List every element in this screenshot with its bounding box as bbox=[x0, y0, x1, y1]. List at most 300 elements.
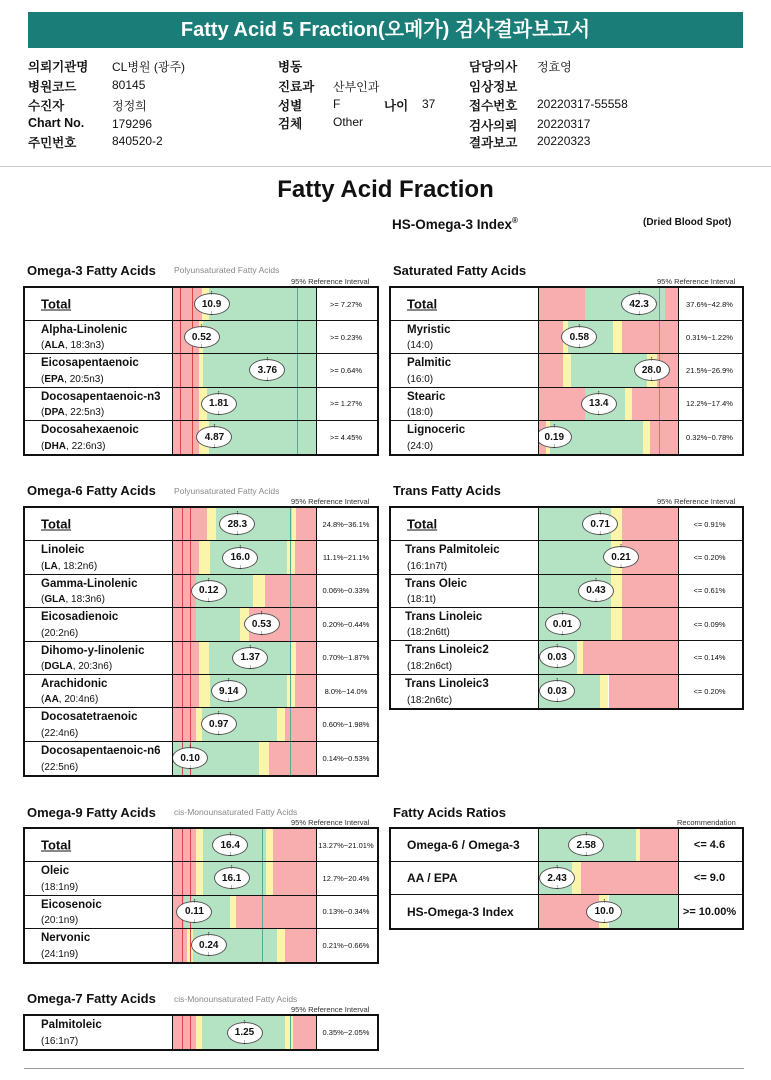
omega6-title: Omega-6 Fatty Acids bbox=[27, 483, 156, 498]
reference-interval: 0.13%~0.34% bbox=[322, 907, 370, 917]
fatty-acid-name: Eicosadienoic bbox=[41, 611, 119, 624]
fatty-acid-name: Eicosapentaenoic bbox=[41, 357, 139, 370]
reference-interval: 0.35%~2.05% bbox=[322, 1028, 370, 1037]
result-value-marker: ↑ 42.3 ↓ bbox=[621, 293, 657, 315]
omega7-subtitle: cis-Monounsaturated Fatty Acids bbox=[174, 994, 298, 1004]
range-band-borderline bbox=[196, 829, 203, 861]
omega6-row bbox=[25, 608, 377, 641]
omega3-row bbox=[25, 354, 377, 387]
trans-result-bar bbox=[539, 508, 679, 540]
range-band-abnormal bbox=[293, 1016, 316, 1049]
trans-row bbox=[391, 675, 742, 708]
range-band-abnormal bbox=[539, 388, 585, 420]
fatty-acid-code: (20:1n9) bbox=[41, 914, 79, 926]
red-guide-line bbox=[190, 508, 191, 540]
ratios-name-cell bbox=[391, 829, 539, 861]
omega6-row bbox=[25, 708, 377, 741]
trans-row bbox=[391, 541, 742, 574]
receipt-label: 접수번호 bbox=[469, 99, 518, 113]
reference-interval: 0.70%~1.87% bbox=[322, 653, 370, 663]
main-title: Fatty Acid Fraction bbox=[277, 176, 494, 203]
omega6-table bbox=[23, 506, 379, 777]
range-band-abnormal bbox=[539, 288, 585, 320]
red-guide-line bbox=[182, 708, 183, 740]
red-guide-line bbox=[192, 388, 193, 420]
fatty-acid-name: Trans Palmitoleic bbox=[405, 544, 500, 557]
omega7-name-cell bbox=[25, 1016, 173, 1049]
fatty-acid-abbr: ALA bbox=[44, 340, 65, 352]
omega9-result-bar bbox=[173, 829, 317, 861]
reference-interval: 0.14%~0.53% bbox=[322, 753, 370, 763]
range-band-borderline bbox=[643, 421, 650, 454]
fatty-acid-name: Dihomo-y-linolenic bbox=[41, 644, 145, 657]
result-value-marker: ↑ 1.25 ↓ bbox=[227, 1022, 263, 1044]
omega3-row bbox=[25, 321, 377, 354]
reference-interval: <= 0.14% bbox=[693, 652, 726, 662]
omega3-row bbox=[25, 421, 377, 454]
clinical-label: 임상정보 bbox=[469, 80, 518, 94]
reference-interval: >= 0.23% bbox=[329, 332, 363, 342]
doctor-label: 담당의사 bbox=[469, 60, 518, 74]
saturated-name-cell bbox=[391, 388, 539, 420]
trans-title: Trans Fatty Acids bbox=[393, 483, 501, 498]
omega9-title: Omega-9 Fatty Acids bbox=[27, 805, 156, 820]
reference-interval: <= 0.09% bbox=[693, 619, 726, 629]
result-value-marker: ↑ 16.0 ↓ bbox=[222, 547, 258, 569]
ratio-name: HS-Omega-3 Index bbox=[407, 904, 514, 919]
ratios-row bbox=[391, 829, 742, 862]
fatty-acid-name: Palmitoleic bbox=[41, 1019, 102, 1031]
reference-interval: >= 0.64% bbox=[329, 365, 363, 375]
omega6-subtitle: Polyunsaturated Fatty Acids bbox=[174, 486, 280, 496]
result-value-marker: ↑ 0.52 ↓ bbox=[184, 326, 220, 348]
fatty-acid-abbr: DGLA bbox=[44, 660, 73, 672]
range-band-abnormal bbox=[622, 608, 678, 640]
red-guide-line bbox=[182, 829, 183, 861]
omega3-result-bar bbox=[173, 388, 317, 420]
fatty-acid-name: Nervonic bbox=[41, 931, 91, 944]
trans-name-cell bbox=[391, 508, 539, 540]
green-guide-line bbox=[297, 354, 298, 386]
saturated-title: Saturated Fatty Acids bbox=[393, 263, 527, 278]
specimen-label: 검체 bbox=[278, 117, 303, 131]
result-value-marker: ↑ 0.58 ↓ bbox=[561, 326, 597, 348]
range-band-borderline bbox=[199, 675, 210, 707]
range-band-borderline bbox=[613, 321, 623, 353]
report-title: Fatty Acid 5 Fraction(오메가) 검사결과보고서 bbox=[180, 19, 591, 41]
saturated-result-bar bbox=[539, 388, 679, 420]
fatty-acid-code: (ALA, 18:3n3) bbox=[41, 340, 105, 352]
result-value-marker: ↑ 0.71 ↓ bbox=[582, 513, 618, 535]
omega9-row bbox=[25, 929, 377, 962]
red-guide-line bbox=[180, 421, 181, 454]
fatty-acid-code: (18:0) bbox=[407, 406, 434, 418]
result-value-marker: ↑ 2.43 ↓ bbox=[539, 867, 575, 889]
ratio-name: AA / EPA bbox=[407, 871, 458, 885]
dept-value: 산부인과 bbox=[333, 80, 380, 94]
range-band-abnormal bbox=[622, 575, 678, 607]
range-band-abnormal bbox=[296, 508, 316, 540]
result-value-marker: ↑ 0.53 ↓ bbox=[244, 613, 280, 635]
range-band-abnormal bbox=[583, 641, 678, 673]
fatty-acid-name: Trans Linoleic3 bbox=[405, 677, 489, 690]
fatty-acid-code: (18:1n9) bbox=[41, 881, 79, 893]
omega9-row bbox=[25, 862, 377, 895]
reference-interval: 0.20%~0.44% bbox=[322, 619, 370, 629]
red-guide-line bbox=[190, 608, 191, 640]
range-band-abnormal bbox=[665, 288, 678, 320]
green-guide-line bbox=[290, 508, 291, 540]
green-guide-line bbox=[659, 321, 660, 353]
saturated-row bbox=[391, 321, 742, 354]
omega7-title: Omega-7 Fatty Acids bbox=[27, 991, 156, 1006]
sex-value: F bbox=[333, 97, 341, 111]
green-guide-line bbox=[290, 742, 291, 775]
fatty-acid-notation: , 20:3n6) bbox=[72, 660, 113, 672]
range-band-abnormal bbox=[173, 862, 196, 894]
ratios-name-cell bbox=[391, 862, 539, 894]
fatty-acid-name: Trans Linoleic2 bbox=[405, 644, 489, 657]
ratios-row bbox=[391, 895, 742, 928]
omega9-total-label: Total bbox=[41, 837, 72, 853]
fatty-acid-abbr: LA bbox=[44, 560, 58, 572]
red-guide-line bbox=[180, 354, 181, 386]
omega6-name-cell bbox=[25, 742, 173, 775]
omega9-table bbox=[23, 827, 379, 964]
fatty-acid-abbr: DPA bbox=[44, 406, 65, 418]
saturated-row bbox=[391, 354, 742, 387]
range-band-abnormal bbox=[236, 896, 316, 928]
omega9-name-cell bbox=[25, 896, 173, 928]
reference-interval: 12.2%~17.4% bbox=[686, 399, 733, 409]
registered-mark: ® bbox=[512, 216, 518, 225]
omega6-ref-head: 95% Reference Interval bbox=[291, 497, 370, 506]
reference-interval: 0.31%~1.22% bbox=[686, 332, 733, 342]
reference-interval: 37.6%~42.8% bbox=[686, 299, 733, 309]
reference-interval: 13.27%~21.01% bbox=[318, 840, 374, 850]
code-label: 병원코드 bbox=[28, 80, 77, 94]
red-guide-line bbox=[190, 829, 191, 861]
range-band-abnormal bbox=[173, 708, 196, 740]
specimen-value: Other bbox=[333, 115, 364, 129]
green-guide-line bbox=[659, 421, 660, 454]
result-value-marker: ↑ 10.0 ↓ bbox=[586, 901, 622, 923]
omega3-table bbox=[23, 286, 379, 456]
reference-interval: <= 0.20% bbox=[693, 686, 726, 696]
range-band-abnormal bbox=[173, 421, 199, 454]
range-band-abnormal bbox=[173, 388, 199, 420]
fatty-acid-abbr: EPA bbox=[44, 373, 65, 385]
rrn-label: 주민번호 bbox=[28, 136, 77, 150]
result-value-marker: ↑ 0.19 ↓ bbox=[539, 426, 572, 448]
request-label: 검사의뢰 bbox=[469, 119, 518, 133]
fatty-acid-abbr: GLA bbox=[44, 594, 66, 606]
red-guide-line bbox=[190, 862, 191, 894]
reference-interval: <= 0.91% bbox=[693, 519, 726, 529]
omega6-row bbox=[25, 742, 377, 775]
trans-total-label: Total bbox=[407, 516, 438, 532]
fatty-acid-notation: , 18:3n6) bbox=[65, 594, 105, 606]
age-label: 나이 bbox=[384, 99, 409, 113]
green-guide-line bbox=[262, 829, 263, 861]
fatty-acid-name: Docosapentaenoic-n3 bbox=[41, 390, 161, 403]
report-title-bar bbox=[28, 12, 743, 48]
fatty-acid-notation: , 18:3n3) bbox=[64, 340, 105, 352]
range-band-abnormal bbox=[173, 354, 199, 386]
result-value-marker: ↑ 0.01 ↓ bbox=[545, 613, 581, 635]
ratio-name: Omega-6 / Omega-3 bbox=[407, 838, 520, 852]
omega9-result-bar bbox=[173, 896, 317, 928]
green-guide-line bbox=[297, 421, 298, 454]
ratios-name-cell bbox=[391, 895, 539, 928]
omega6-result-bar bbox=[173, 742, 317, 775]
fatty-acid-name: Eicosenoic bbox=[41, 898, 102, 911]
fatty-acid-code: (14:0) bbox=[407, 340, 434, 352]
range-band-borderline bbox=[253, 575, 264, 607]
range-band-normal bbox=[203, 321, 316, 353]
omega9-row bbox=[25, 829, 377, 862]
fatty-acid-name: Myristic bbox=[407, 324, 451, 337]
omega7-row bbox=[25, 1016, 377, 1049]
fatty-acid-code: (24:0) bbox=[407, 440, 434, 452]
fatty-acid-name: Oleic bbox=[41, 865, 70, 878]
ratios-rec-head: Recommendation bbox=[677, 818, 736, 827]
green-guide-line bbox=[262, 896, 263, 928]
ratios-table bbox=[389, 827, 744, 930]
fatty-acid-code: (22:4n6) bbox=[41, 727, 79, 739]
green-guide-line bbox=[290, 541, 291, 573]
red-guide-line bbox=[182, 575, 183, 607]
ward-label: 병동 bbox=[278, 60, 303, 74]
range-band-abnormal bbox=[173, 608, 196, 640]
hs-omega3-title bbox=[392, 216, 518, 232]
result-value-marker: ↑ 4.87 ↓ bbox=[196, 426, 232, 448]
fatty-acid-code: (18:2n6tc) bbox=[407, 694, 453, 706]
green-guide-line bbox=[290, 1016, 291, 1049]
fatty-acid-code: (18:1t) bbox=[407, 593, 436, 605]
omega6-row bbox=[25, 675, 377, 708]
green-guide-line bbox=[290, 608, 291, 640]
green-guide-line bbox=[290, 642, 291, 674]
fatty-acid-name: Alpha-Linolenic bbox=[41, 324, 128, 337]
green-guide-line bbox=[290, 675, 291, 707]
red-guide-line bbox=[192, 354, 193, 386]
result-value-marker: ↑ 0.03 ↓ bbox=[539, 680, 575, 702]
fatty-acid-notation: , 18:2n6) bbox=[57, 560, 98, 572]
range-band-abnormal bbox=[609, 675, 679, 708]
omega3-name-cell bbox=[25, 288, 173, 320]
trans-name-cell bbox=[391, 675, 539, 708]
omega9-row bbox=[25, 896, 377, 929]
saturated-name-cell bbox=[391, 421, 539, 454]
red-guide-line bbox=[190, 1016, 191, 1049]
fatty-acid-abbr: AA bbox=[44, 694, 59, 706]
reference-interval: 12.7%~20.4% bbox=[322, 873, 370, 883]
red-guide-line bbox=[190, 642, 191, 674]
fatty-acid-name: Stearic bbox=[407, 390, 446, 403]
result-value-marker: ↑ 0.11 ↓ bbox=[176, 901, 212, 923]
omega9-ref-head: 95% Reference Interval bbox=[291, 818, 370, 827]
patient-label: 수진자 bbox=[28, 99, 65, 113]
trans-table bbox=[389, 506, 744, 710]
fatty-acid-code: (DHA, 22:6n3) bbox=[41, 440, 106, 452]
saturated-row bbox=[391, 388, 742, 421]
range-band-abnormal bbox=[285, 929, 316, 962]
reference-interval: >= 4.45% bbox=[329, 432, 363, 442]
range-band-abnormal bbox=[581, 862, 678, 894]
recommendation-value: >= 10.00% bbox=[682, 905, 737, 918]
result-value-marker: ↑ 28.3 ↓ bbox=[219, 513, 255, 535]
red-guide-line bbox=[182, 508, 183, 540]
red-guide-line bbox=[182, 642, 183, 674]
recommendation-value: <= 9.0 bbox=[693, 872, 726, 884]
trans-result-bar bbox=[539, 641, 679, 673]
range-band-abnormal bbox=[650, 421, 678, 454]
reference-interval: 0.32%~0.78% bbox=[686, 432, 733, 442]
range-band-abnormal bbox=[173, 675, 199, 707]
omega6-row bbox=[25, 575, 377, 608]
fatty-acid-name: Trans Linoleic bbox=[405, 611, 483, 623]
range-band-abnormal bbox=[622, 321, 678, 353]
trans-name-cell bbox=[391, 541, 539, 573]
footer-line bbox=[24, 1068, 744, 1069]
reference-interval: 24.8%~36.1% bbox=[322, 519, 370, 529]
result-value-marker: ↑ 13.4 ↓ bbox=[581, 393, 617, 415]
red-guide-line bbox=[182, 1016, 183, 1049]
saturated-total-label: Total bbox=[407, 296, 438, 312]
range-band-abnormal bbox=[173, 642, 199, 674]
saturated-table bbox=[389, 286, 744, 456]
red-guide-line bbox=[182, 675, 183, 707]
reference-interval: >= 1.27% bbox=[329, 399, 363, 409]
saturated-name-cell bbox=[391, 321, 539, 353]
range-band-borderline bbox=[266, 829, 273, 861]
range-band-borderline bbox=[577, 641, 584, 673]
result-value-marker: ↑ 28.0 ↓ bbox=[634, 359, 670, 381]
fatty-acid-name: Gamma-Linolenic bbox=[41, 577, 138, 590]
saturated-result-bar bbox=[539, 354, 679, 386]
fatty-acid-code: (EPA, 20:5n3) bbox=[41, 373, 104, 385]
saturated-row bbox=[391, 421, 742, 454]
fatty-acid-name: Docosahexaenoic bbox=[41, 423, 139, 436]
red-guide-line bbox=[180, 388, 181, 420]
green-guide-line bbox=[290, 575, 291, 607]
patient-value: 정정희 bbox=[112, 99, 147, 113]
ratios-result-bar bbox=[539, 862, 679, 894]
red-guide-line bbox=[180, 321, 181, 353]
fatty-acid-name: Palmitic bbox=[407, 357, 452, 370]
range-band-borderline bbox=[207, 508, 216, 540]
result-value-marker: ↑ 0.12 ↓ bbox=[191, 580, 227, 602]
fatty-acid-code: (18:2n6tt) bbox=[407, 627, 450, 639]
trans-name-cell bbox=[391, 641, 539, 673]
green-guide-line bbox=[297, 321, 298, 353]
code-value: 80145 bbox=[112, 78, 146, 92]
fatty-acid-name: Linoleic bbox=[41, 544, 85, 557]
omega6-result-bar bbox=[173, 541, 317, 573]
range-band-abnormal bbox=[539, 354, 563, 386]
ratios-title: Fatty Acids Ratios bbox=[393, 805, 506, 820]
report-date-value: 20220323 bbox=[537, 134, 591, 148]
trans-result-bar bbox=[539, 575, 679, 607]
hospital-label: 의뢰기관명 bbox=[28, 60, 89, 74]
red-guide-line bbox=[190, 708, 191, 740]
range-band-abnormal bbox=[285, 708, 316, 740]
doctor-value: 정효영 bbox=[537, 60, 572, 74]
sex-label: 성별 bbox=[278, 99, 303, 113]
trans-result-bar bbox=[539, 608, 679, 640]
saturated-result-bar bbox=[539, 421, 679, 454]
range-band-abnormal bbox=[640, 829, 678, 861]
omega3-total-label: Total bbox=[41, 296, 72, 312]
omega3-title: Omega-3 Fatty Acids bbox=[27, 263, 156, 278]
reference-interval: 11.1%~21.1% bbox=[322, 553, 370, 563]
result-value-marker: ↑ 16.1 ↓ bbox=[214, 867, 250, 889]
range-band-abnormal bbox=[539, 321, 563, 353]
fatty-acid-code: (DGLA, 20:3n6) bbox=[41, 660, 113, 672]
reference-interval: 8.0%~14.0% bbox=[324, 686, 368, 696]
range-band-borderline bbox=[625, 388, 632, 420]
omega9-result-bar bbox=[173, 862, 317, 894]
recommendation-value: <= 4.6 bbox=[693, 839, 726, 851]
green-guide-line bbox=[297, 288, 298, 320]
green-guide-line bbox=[262, 862, 263, 894]
omega7-ref-head: 95% Reference Interval bbox=[291, 1005, 370, 1014]
fatty-acid-code: (20:2n6) bbox=[41, 627, 79, 639]
omega6-name-cell bbox=[25, 575, 173, 607]
range-band-abnormal bbox=[269, 742, 316, 775]
rrn-value: 840520-2 bbox=[112, 134, 163, 148]
omega3-result-bar bbox=[173, 421, 317, 454]
header-divider bbox=[0, 166, 771, 167]
omega6-name-cell bbox=[25, 608, 173, 640]
result-value-marker: ↑ 0.43 ↓ bbox=[578, 580, 614, 602]
omega6-result-bar bbox=[173, 675, 317, 707]
range-band-borderline bbox=[259, 742, 269, 775]
omega3-row bbox=[25, 288, 377, 321]
fatty-acid-name: Trans Oleic bbox=[405, 577, 468, 590]
trans-name-cell bbox=[391, 575, 539, 607]
result-value-marker: ↑ 0.21 ↓ bbox=[603, 546, 639, 568]
range-band-borderline bbox=[277, 708, 284, 740]
omega3-subtitle: Polyunsaturated Fatty Acids bbox=[174, 265, 280, 275]
red-guide-line bbox=[180, 288, 181, 320]
fatty-acid-name: Docosatetraenoic bbox=[41, 711, 138, 724]
saturated-result-bar bbox=[539, 321, 679, 353]
omega3-ref-head: 95% Reference Interval bbox=[291, 277, 370, 286]
omega3-row bbox=[25, 388, 377, 421]
specimen-note: (Dried Blood Spot) bbox=[643, 217, 732, 228]
fatty-acid-code: (GLA, 18:3n6) bbox=[41, 594, 105, 606]
result-value-marker: ↑ 0.97 ↓ bbox=[201, 713, 237, 735]
green-guide-line bbox=[262, 929, 263, 962]
fatty-acid-code: (16:0) bbox=[407, 373, 434, 385]
saturated-row bbox=[391, 288, 742, 321]
omega6-name-cell bbox=[25, 642, 173, 674]
reference-interval: >= 7.27% bbox=[329, 299, 363, 309]
omega9-name-cell bbox=[25, 862, 173, 894]
omega9-name-cell bbox=[25, 929, 173, 962]
fatty-acid-code: (16:1n7t) bbox=[407, 560, 448, 572]
fatty-acid-code: (LA, 18:2n6) bbox=[41, 560, 98, 572]
saturated-ref-head: 95% Reference Interval bbox=[657, 277, 736, 286]
range-band-borderline bbox=[199, 541, 210, 573]
reference-interval: <= 0.61% bbox=[693, 586, 726, 596]
omega3-name-cell bbox=[25, 421, 173, 454]
omega6-total-label: Total bbox=[41, 516, 72, 532]
trans-row bbox=[391, 608, 742, 641]
green-guide-line bbox=[297, 388, 298, 420]
